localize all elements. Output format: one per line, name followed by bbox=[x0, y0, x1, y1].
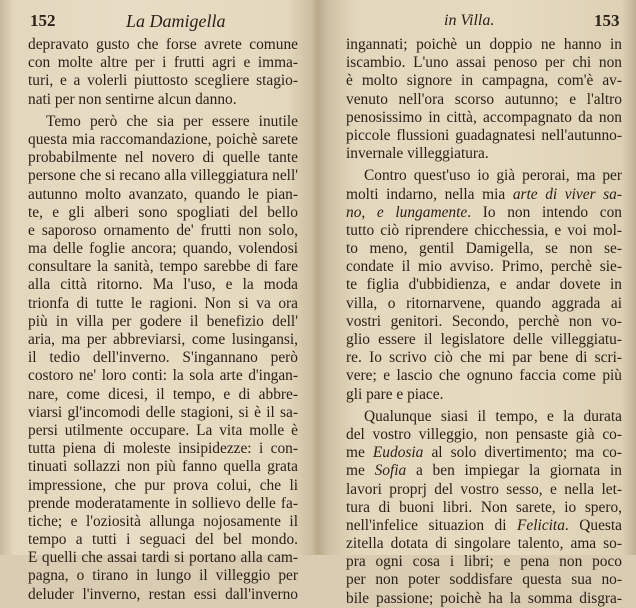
text-line bbox=[346, 186, 622, 204]
text-line: E quelli che assai tardi si portano alla cam- bbox=[28, 549, 298, 567]
text-line: pra ogni cosa i libri; e pena non poco bbox=[346, 553, 622, 571]
text-line: impressione, che pur prova colui, che li bbox=[28, 476, 298, 494]
text-line: te, e gli alberi sono spogliati del bello bbox=[28, 203, 298, 221]
running-head: in Villa. bbox=[444, 12, 495, 29]
text-line: prende moderatamente in sollievo delle fa- bbox=[28, 494, 298, 512]
text-line: tutto ciò riprendere chicchessia, e voi mol- bbox=[346, 221, 622, 239]
text-line: lavori proprj del vostro sesso, e nella let- bbox=[346, 480, 622, 498]
text-line: più in villa per godere il benefizio dell' bbox=[28, 312, 298, 330]
text-line: viarsi gl'incomodi delle stagioni, si è il sa- bbox=[28, 403, 298, 421]
text-line: turi, e a volerli piuttosto scegliere stagio- bbox=[28, 72, 298, 90]
text-line bbox=[346, 462, 622, 480]
text-line: gli pare e piace. bbox=[346, 385, 444, 403]
text-line: tutta piena di moleste insipidezze: i con- bbox=[28, 440, 298, 458]
text-line: zitella dotata di singolare talento, ama so- bbox=[346, 535, 622, 553]
text-line: condate il mio avviso. Primo, perchè sie- bbox=[346, 258, 622, 276]
italic-text: Felicita bbox=[517, 516, 565, 534]
text-line: pagna, o tirano in lungo il villeggio per bbox=[28, 567, 298, 585]
text-line: tempo a tutti i seguaci del bel mondo. bbox=[28, 531, 298, 549]
italic-text: Sofia bbox=[374, 462, 407, 480]
text-line: e saporoso ornamento de' frutti non solo, bbox=[28, 221, 298, 239]
text-run: . Io non intendo con bbox=[467, 203, 622, 221]
text-line: con molte altre per i frutti agri e imma- bbox=[28, 54, 298, 72]
text-line: persone che si recano alla villeggiatura nell' bbox=[28, 167, 298, 185]
text-line: villa, o ritornarvene, quando aggrada ai bbox=[346, 294, 622, 312]
text-line bbox=[346, 517, 622, 535]
italic-text: Eudosia bbox=[372, 444, 424, 462]
text-line: te figlia d'ubbidienza, e andar dovete in bbox=[346, 276, 622, 294]
text-run: nell'infelice situazion di bbox=[346, 516, 518, 534]
page-body bbox=[28, 36, 298, 604]
italic-text: no, e lungamente bbox=[346, 203, 468, 221]
text-line: depravato gusto che forse avrete comune bbox=[28, 36, 298, 53]
text-run: me bbox=[346, 462, 375, 480]
running-head: La Damigella bbox=[126, 11, 226, 31]
text-line: vostri genitori. Secondo, perchè non vo- bbox=[346, 312, 622, 330]
text-line bbox=[346, 444, 622, 462]
text-line: nati per non sentirne alcun danno. bbox=[28, 90, 237, 108]
page-number: 153 bbox=[594, 11, 620, 30]
text-line: to meno, gentil Damigella, se non se- bbox=[346, 240, 622, 258]
text-run: a ben impiegar la giornata in bbox=[406, 462, 622, 480]
text-line: venuto nell'ora scorso autunno; e l'altro bbox=[346, 90, 622, 108]
italic-text: arte di viver sa- bbox=[512, 185, 622, 203]
text-line: aria, ma per abbreviarsi, come lusingansi, bbox=[28, 331, 298, 348]
text-line: tura di buoni libri. Non sarete, io spero, bbox=[346, 498, 622, 516]
text-line: persi utilmente occupare. La vita molle è bbox=[28, 421, 298, 439]
text-line: per non poter soddisfare questa sua no- bbox=[346, 571, 622, 589]
text-line: re. Io scrivo ciò che mi par bene di scri- bbox=[346, 349, 622, 367]
text-line: piccole flussioni guadagnatesi nell'autunno- bbox=[346, 126, 622, 144]
text-run: me bbox=[346, 444, 373, 462]
text-line: è molto signore in campagna, com'è av- bbox=[346, 72, 622, 90]
page-body bbox=[346, 36, 622, 608]
text-line: questa mia raccomandazione, poichè sarete bbox=[28, 130, 298, 148]
text-line: invernale villeggiatura. bbox=[346, 145, 489, 163]
text-line: trionfa di tutte le ragioni. Non si va ora bbox=[28, 294, 298, 312]
text-line: iscambio. L'uno assai penoso per chi non bbox=[346, 54, 622, 72]
text-line: del vostro villeggio, non pensaste già co- bbox=[346, 425, 622, 443]
text-line: tinuati sollazzi non più fanno quella grata bbox=[28, 458, 298, 476]
text-line: consultare la sanità, tempo sarebbe di fare bbox=[28, 258, 298, 276]
page-number: 152 bbox=[30, 11, 56, 30]
text-run: molti indarno, nella mia bbox=[346, 185, 513, 203]
text-line: probabilmente nel novero di quelle tante bbox=[28, 149, 298, 167]
text-run: . Questa bbox=[564, 516, 622, 534]
text-line: alla città ritorno. Ma l'uso, e la moda bbox=[28, 276, 298, 294]
text-line: nare, come dicesi, il tempo, e di abbre- bbox=[28, 385, 298, 403]
text-line: penosissimo in città, accompagnato da non bbox=[346, 108, 622, 126]
text-line: il tedio dell'inverno. S'ingannano però bbox=[28, 349, 298, 367]
text-line: Temo però che sia per essere inutile bbox=[46, 112, 298, 130]
text-line bbox=[346, 204, 622, 222]
left-page bbox=[0, 0, 310, 603]
text-line: costoro ne' loro conti: la sola arte d'ingan- bbox=[28, 367, 298, 385]
text-line: autunno molto avanzato, quando le pian- bbox=[28, 185, 298, 203]
text-line: ingannati; poichè un doppio ne hanno in bbox=[346, 36, 622, 53]
text-line bbox=[346, 167, 622, 185]
text-line: Qualunque siasi il tempo, e la durata bbox=[364, 407, 622, 425]
right-page bbox=[322, 0, 636, 607]
text-line: bile passione; poichè ha la somma disgra- bbox=[346, 589, 622, 607]
text-line: tiche; e l'oziosità allunga nojosamente il bbox=[28, 512, 298, 530]
text-run: al solo divertimento; ma co- bbox=[423, 444, 622, 462]
text-line: vere; e lascio che ognuno faccia come più bbox=[346, 367, 622, 385]
text-line: ma delle foglie ancora; quando, volendosi bbox=[28, 240, 298, 258]
text-run: Contro quest'uso io già perorai, ma per bbox=[364, 167, 622, 185]
text-line: glio essere il legislatore delle villeggiatu- bbox=[346, 331, 622, 348]
text-line: deluder l'inverno, restan essi dall'inverno bbox=[28, 585, 298, 603]
